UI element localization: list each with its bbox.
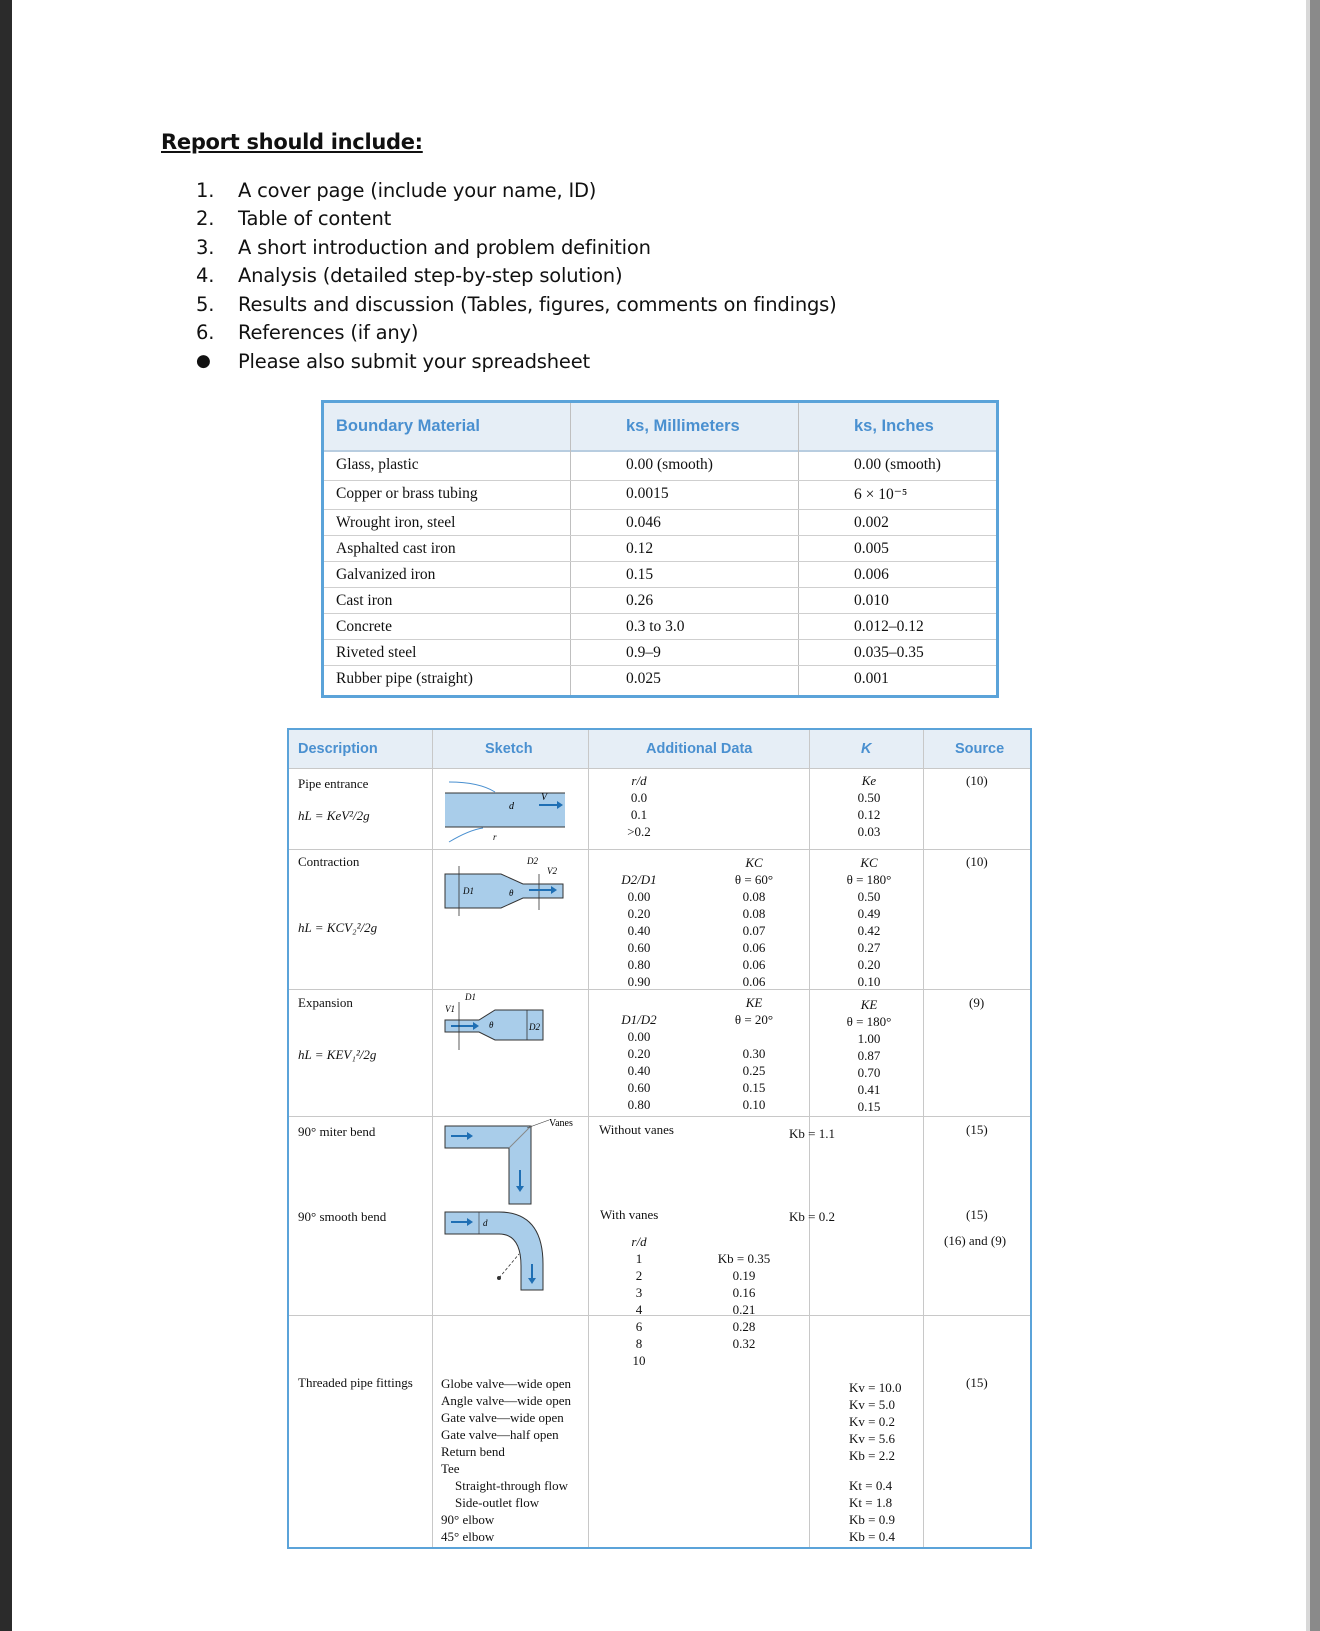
list-marker: 6. xyxy=(196,321,215,345)
k-value: 0.41 xyxy=(857,1082,881,1097)
k-value: 0.15 xyxy=(857,1099,881,1114)
material-cell: Glass, plastic xyxy=(336,456,419,473)
ks-mm-cell: 0.3 to 3.0 xyxy=(626,618,685,635)
threaded-k-b xyxy=(849,1477,895,1545)
k-value: 0.32 xyxy=(732,1336,756,1351)
sketch-label-v1: V1 xyxy=(445,1004,455,1014)
list-marker: ● xyxy=(196,351,211,372)
smooth-bend-sketch xyxy=(439,1204,579,1294)
list-marker: 5. xyxy=(196,292,215,316)
contraction-equation: hL = KCV₂²/2g xyxy=(298,920,378,935)
flow-arrow xyxy=(449,782,495,792)
k-value: 0.16 xyxy=(732,1285,756,1300)
ks-in-cell: 0.006 xyxy=(854,566,889,583)
rd-value: 8 xyxy=(635,1336,643,1351)
fitting-name: Angle valve—wide open xyxy=(441,1393,571,1408)
entrance-k-head: Ke xyxy=(861,773,877,788)
ratio-value: 0.90 xyxy=(627,974,651,989)
sketch-label-theta: θ xyxy=(509,888,514,898)
column-divider xyxy=(588,730,589,1547)
report-list-item xyxy=(196,233,837,262)
list-item-text: References (if any) xyxy=(238,321,419,345)
expansion-ratio-values xyxy=(609,1028,669,1113)
ks-mm-cell: 0.26 xyxy=(626,592,654,609)
row-divider xyxy=(324,480,996,481)
expansion-k180-theta: θ = 180° xyxy=(846,1014,892,1029)
ks-in-cell: 0.001 xyxy=(854,670,889,687)
k-value: 0.21 xyxy=(732,1302,756,1317)
report-list-item xyxy=(196,176,837,205)
material-cell: Concrete xyxy=(336,618,392,635)
row-divider xyxy=(324,509,996,510)
list-item-text: A cover page (include your name, ID) xyxy=(238,178,597,202)
k-value: 0.19 xyxy=(732,1268,756,1283)
k-value: 0.50 xyxy=(857,889,881,904)
contraction-k60-values xyxy=(719,888,789,990)
bend-center xyxy=(497,1276,501,1280)
material-cell: Rubber pipe (straight) xyxy=(336,670,473,687)
k-value: 0.50 xyxy=(857,790,881,805)
expansion-k180-values xyxy=(834,1030,904,1115)
header-additional-data: Additional Data xyxy=(646,741,753,757)
entrance-desc: Pipe entrance xyxy=(298,776,369,791)
pipe-entrance-sketch xyxy=(439,772,579,846)
row-divider xyxy=(324,587,996,588)
miter-data: Without vanes xyxy=(599,1122,674,1137)
threaded-items-b xyxy=(455,1477,568,1511)
smooth-rd-values xyxy=(609,1250,669,1369)
contraction-k60-head: KC xyxy=(745,855,763,870)
contraction-k60-theta: θ = 60° xyxy=(734,872,774,887)
ks-mm-cell: 0.025 xyxy=(626,670,661,687)
fitting-name: Tee xyxy=(441,1461,460,1476)
contraction-k180-head: KC xyxy=(860,855,878,870)
table-row xyxy=(324,485,996,507)
k-value: 0.87 xyxy=(857,1048,881,1063)
report-list-item xyxy=(196,290,837,319)
expansion-k20-values xyxy=(719,1028,789,1113)
smooth-k-vanes: Kb = 0.2 xyxy=(789,1209,835,1224)
k-value: 0.03 xyxy=(857,824,881,839)
k-value: 0.06 xyxy=(742,957,766,972)
rd-value: 10 xyxy=(632,1353,646,1368)
ratio-value: 0.80 xyxy=(627,1097,651,1112)
contraction-ratio-values xyxy=(609,888,669,990)
column-divider xyxy=(923,730,924,1547)
list-item-text: Analysis (detailed step-by-step solution) xyxy=(238,264,623,288)
sketch-label-d1: D1 xyxy=(463,886,474,896)
row-divider xyxy=(289,768,1030,769)
k-value: Kv = 5.6 xyxy=(849,1431,895,1446)
fitting-name: Gate valve—half open xyxy=(441,1427,559,1442)
expansion-sketch xyxy=(439,992,579,1064)
ks-mm-cell: 0.0015 xyxy=(626,485,669,502)
contraction-ratio-head: D2/D1 xyxy=(621,872,657,887)
material-cell: Asphalted cast iron xyxy=(336,540,456,557)
k-value: Kv = 0.2 xyxy=(849,1414,895,1429)
smooth-source-2: (16) and (9) xyxy=(944,1233,1007,1248)
k-value: Kb = 2.2 xyxy=(849,1448,895,1463)
k-value: Kt = 1.8 xyxy=(849,1495,893,1510)
entrance-rd-head: r/d xyxy=(631,773,647,788)
header-boundary-material: Boundary Material xyxy=(336,417,480,435)
rd-value: 6 xyxy=(635,1319,643,1334)
row-divider xyxy=(324,665,996,666)
fitting-name: Side-outlet flow xyxy=(455,1495,540,1510)
report-list xyxy=(196,176,837,376)
sketch-label-vanes: Vanes xyxy=(549,1118,573,1129)
entrance-rd-values xyxy=(609,789,669,840)
k-value: 0.10 xyxy=(857,974,881,989)
ks-in-cell: 0.00 (smooth) xyxy=(854,456,941,473)
header-source: Source xyxy=(955,741,1005,757)
expansion-equation: hL = KEV₁²/2g xyxy=(298,1047,377,1062)
contraction-sketch xyxy=(439,852,579,932)
rd-value: 2 xyxy=(635,1268,643,1283)
fitting-name: 90° elbow xyxy=(441,1512,495,1527)
report-list-item xyxy=(196,262,837,291)
row-divider xyxy=(324,613,996,614)
sketch-label-d1: D1 xyxy=(465,992,476,1002)
sketch-label-theta: θ xyxy=(489,1020,494,1030)
ks-mm-cell: 0.9–9 xyxy=(626,644,661,661)
ks-in-cell: 6 × 10⁻⁵ xyxy=(854,486,908,503)
list-marker: 2. xyxy=(196,207,215,231)
fitting-name: Return bend xyxy=(441,1444,505,1459)
rd-value: 0.1 xyxy=(630,807,648,822)
table-row xyxy=(324,566,996,588)
table-row xyxy=(324,618,996,640)
expansion-k20-head: KE xyxy=(745,995,763,1010)
contraction-source: (10) xyxy=(966,854,988,869)
ks-mm-cell: 0.00 (smooth) xyxy=(626,456,713,473)
ks-in-cell: 0.005 xyxy=(854,540,889,557)
k-value: Kb = 0.9 xyxy=(849,1512,895,1527)
flow-arrow xyxy=(449,828,483,842)
ks-mm-cell: 0.12 xyxy=(626,540,654,557)
ks-mm-cell: 0.046 xyxy=(626,514,661,531)
ratio-value: 0.00 xyxy=(627,1029,651,1044)
threaded-desc: Threaded pipe fittings xyxy=(298,1375,413,1390)
smooth-rd-head: r/d xyxy=(631,1234,647,1249)
rd-value: 1 xyxy=(635,1251,643,1266)
expansion-desc: Expansion xyxy=(298,995,353,1010)
fitting-name: 45° elbow xyxy=(441,1529,495,1544)
list-item-text: A short introduction and problem definition xyxy=(238,235,651,259)
k-value: 0.70 xyxy=(857,1065,881,1080)
sketch-label-d2: D2 xyxy=(529,1022,540,1032)
material-cell: Cast iron xyxy=(336,592,393,609)
row-divider xyxy=(289,849,1030,850)
table-row xyxy=(324,644,996,666)
row-divider xyxy=(324,639,996,640)
pipe-body xyxy=(445,1126,531,1204)
k-value: 0.12 xyxy=(857,807,881,822)
row-divider xyxy=(324,561,996,562)
sketch-label-d: d xyxy=(483,1218,488,1228)
k-value: 0.08 xyxy=(742,906,766,921)
contraction-desc: Contraction xyxy=(298,854,360,869)
threaded-items-c xyxy=(441,1511,494,1545)
list-marker: 1. xyxy=(196,178,215,202)
miter-k: Kb = 1.1 xyxy=(789,1126,835,1141)
ks-in-cell: 0.012–0.12 xyxy=(854,618,924,635)
sketch-label-v: V xyxy=(541,792,548,803)
ratio-value: 0.00 xyxy=(627,889,651,904)
ks-in-cell: 0.010 xyxy=(854,592,889,609)
k-value: 0.25 xyxy=(742,1063,766,1078)
table-row xyxy=(324,592,996,614)
contraction-k180-values xyxy=(834,888,904,990)
k-value: 0.15 xyxy=(742,1080,766,1095)
ks-mm-cell: 0.15 xyxy=(626,566,654,583)
entrance-source: (10) xyxy=(966,773,988,788)
k-value: Kb = 0.35 xyxy=(717,1251,771,1266)
k-value: 0.27 xyxy=(857,940,881,955)
smooth-source-1: (15) xyxy=(966,1207,988,1222)
ratio-value: 0.20 xyxy=(627,1046,651,1061)
k-value: 1.00 xyxy=(857,1031,881,1046)
fitting-name: Gate valve—wide open xyxy=(441,1410,564,1425)
roughness-table xyxy=(321,400,999,698)
smooth-with-vanes: With vanes xyxy=(600,1207,659,1222)
k-value: Kb = 0.4 xyxy=(849,1529,895,1544)
expansion-source: (9) xyxy=(969,995,985,1010)
material-cell: Galvanized iron xyxy=(336,566,436,583)
ks-in-cell: 0.002 xyxy=(854,514,889,531)
sketch-label-r: r xyxy=(493,832,497,842)
expansion-k20-theta: θ = 20° xyxy=(734,1012,774,1027)
report-list-item xyxy=(196,205,837,234)
k-value: Kt = 0.4 xyxy=(849,1478,893,1493)
list-marker: 3. xyxy=(196,235,215,259)
k-value: 0.10 xyxy=(742,1097,766,1112)
header-k: K xyxy=(861,741,872,757)
k-value: 0.28 xyxy=(732,1319,756,1334)
ratio-value: 0.80 xyxy=(627,957,651,972)
scrollbar-thumb[interactable] xyxy=(1310,0,1320,1631)
rd-value: 3 xyxy=(635,1285,643,1300)
k-value: 0.42 xyxy=(857,923,881,938)
sketch-label-v2: V2 xyxy=(547,866,557,876)
contraction-k180-theta: θ = 180° xyxy=(846,872,892,887)
miter-desc: 90° miter bend xyxy=(298,1124,376,1139)
row-divider xyxy=(324,535,996,536)
miter-source: (15) xyxy=(966,1122,988,1137)
ratio-value: 0.60 xyxy=(627,940,651,955)
table-row xyxy=(324,456,996,478)
rd-value: 4 xyxy=(635,1302,643,1317)
loss-coefficient-table xyxy=(287,728,1032,1549)
left-window-edge xyxy=(0,0,12,1631)
k-value: 0.20 xyxy=(857,957,881,972)
material-cell: Wrought iron, steel xyxy=(336,514,456,531)
threaded-source: (15) xyxy=(966,1375,988,1390)
row-divider xyxy=(289,1116,1030,1117)
k-value: 0.08 xyxy=(742,889,766,904)
table-row xyxy=(324,540,996,562)
ratio-value: 0.20 xyxy=(627,906,651,921)
k-value xyxy=(719,1028,789,1045)
smooth-k-values xyxy=(709,1250,779,1352)
k-value: Kv = 10.0 xyxy=(849,1380,902,1395)
ratio-value: 0.40 xyxy=(627,923,651,938)
ratio-value: 0.60 xyxy=(627,1080,651,1095)
k-value: 0.07 xyxy=(742,923,766,938)
list-item-text: Please also submit your spreadsheet xyxy=(238,349,590,373)
rd-value: >0.2 xyxy=(627,824,651,839)
k-value: 0.30 xyxy=(742,1046,766,1061)
header-ks-in: ks, Inches xyxy=(854,417,934,435)
header-sketch: Sketch xyxy=(485,741,533,757)
smooth-bend-desc: 90° smooth bend xyxy=(298,1209,387,1224)
material-cell: Riveted steel xyxy=(336,644,417,661)
table-row xyxy=(324,514,996,536)
k-value: 0.49 xyxy=(857,906,881,921)
fitting-name: Globe valve—wide open xyxy=(441,1376,571,1391)
header-ks-mm: ks, Millimeters xyxy=(626,417,740,435)
ratio-value: 0.40 xyxy=(627,1063,651,1078)
expansion-ratio-head: D1/D2 xyxy=(621,1012,657,1027)
fitting-name: Straight-through flow xyxy=(455,1478,569,1493)
sketch-label-d: d xyxy=(509,801,514,812)
material-cell: Copper or brass tubing xyxy=(336,485,478,502)
k-value: 0.06 xyxy=(742,940,766,955)
report-list-item xyxy=(196,319,837,348)
ks-in-cell: 0.035–0.35 xyxy=(854,644,924,661)
threaded-k-a xyxy=(849,1379,901,1464)
threaded-items-a xyxy=(441,1375,571,1477)
k-value: 0.06 xyxy=(742,974,766,989)
report-title: Report should include: xyxy=(161,130,423,154)
radius-line xyxy=(499,1254,519,1278)
entrance-equation: hL = KeV²/2g xyxy=(298,808,370,823)
header-description: Description xyxy=(298,741,378,757)
miter-bend-sketch xyxy=(439,1118,579,1208)
list-item-text: Results and discussion (Tables, figures, comments on findings) xyxy=(238,292,837,316)
list-item-text: Table of content xyxy=(238,207,392,231)
report-list-item xyxy=(196,347,837,376)
expansion-k180-head: KE xyxy=(860,997,878,1012)
list-marker: 4. xyxy=(196,264,215,288)
rd-value: 0.0 xyxy=(630,790,648,805)
entrance-k-values xyxy=(839,789,899,840)
table-row xyxy=(324,670,996,692)
column-divider xyxy=(432,730,433,1547)
k-value: Kv = 5.0 xyxy=(849,1397,895,1412)
sketch-label-d2: D2 xyxy=(527,856,538,866)
leader-line xyxy=(527,1120,549,1128)
